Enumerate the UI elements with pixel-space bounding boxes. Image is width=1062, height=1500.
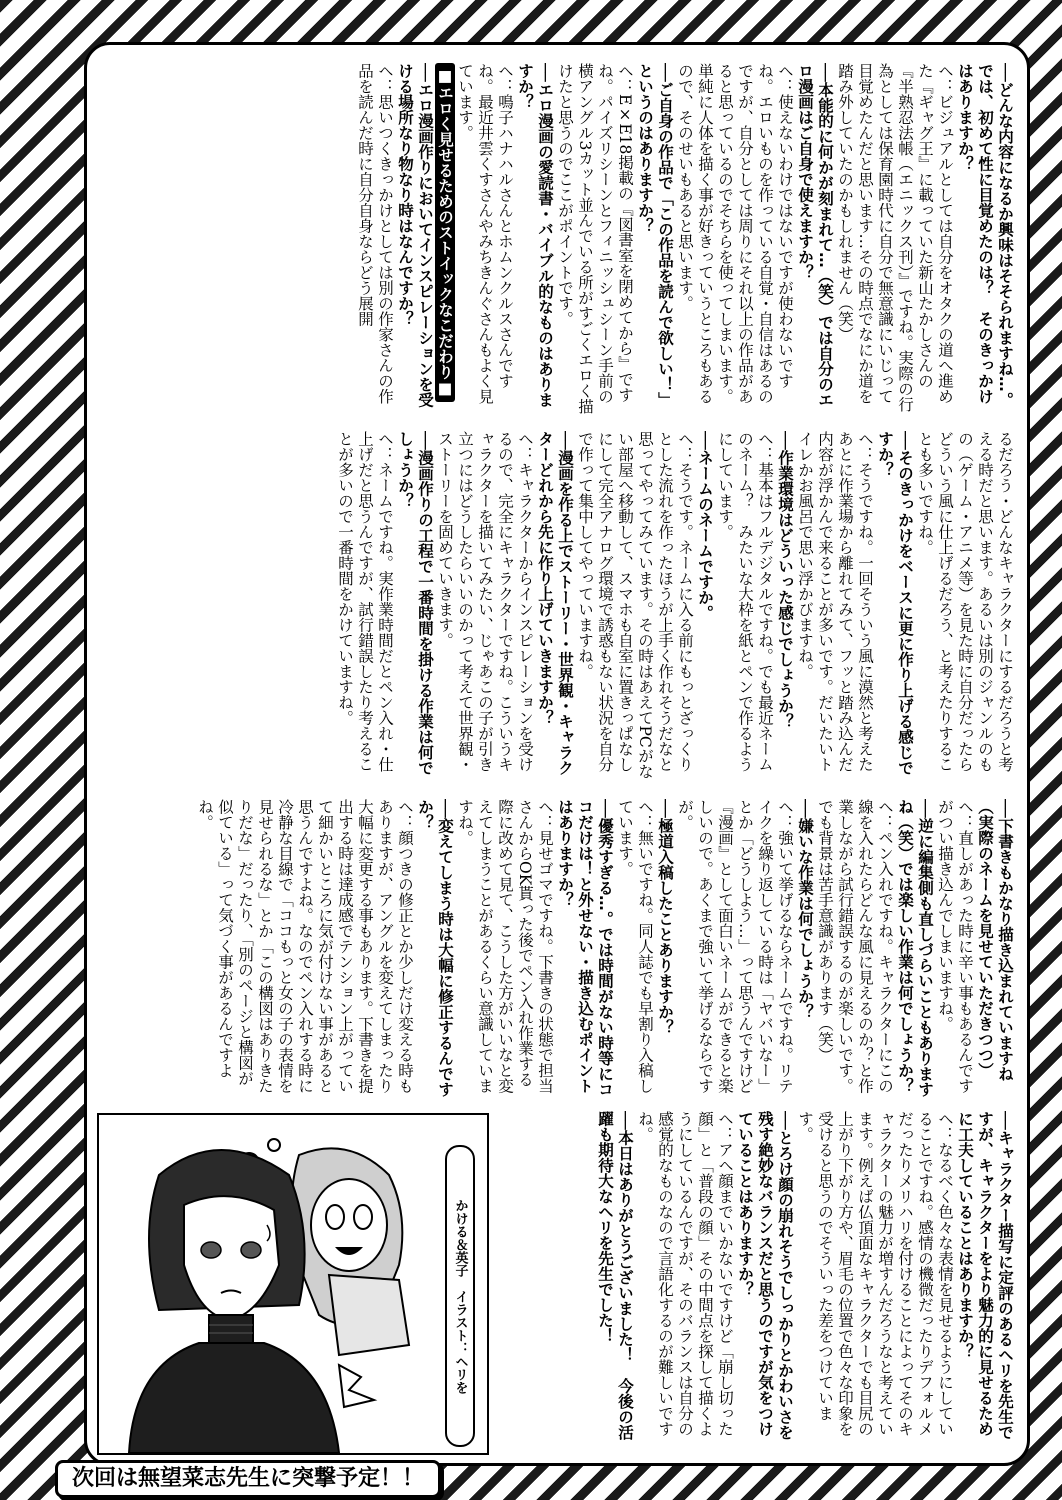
interview-question: ──優秀すぎる…。では時間がない時等にココだけは！と外せない・描き込むポイントはありますか？ <box>556 799 614 1097</box>
interview-answer: ヘ：基本はフルデジタルですね。でも最近ネームのネーム？ みたいな大枠を紙とペンで作るようにしています。 <box>716 431 774 772</box>
interview-question: ──極道入稿したことありますか？ <box>656 799 674 1035</box>
interview-question: ──漫画作りの工程で一番時間を掛ける作業は何でしょうか？ <box>396 431 434 776</box>
illustration <box>97 1113 489 1455</box>
interview-answer: ヘ：そうですね。一回そういう風に漠然と考えたあとに作業場から離れてみて、フッと踏み込んだ内容が浮かんで来ることが多いです。だいたいトイレかお風呂で思い浮かびますね。 <box>796 431 874 772</box>
interview-panel <box>84 42 1030 1466</box>
interview-question: ──ご自身の作品で「この作品を読んで欲しい！」というのはありますか？ <box>636 63 674 408</box>
interview-answer: ヘ：見せゴマですね。下書きの状態で担当さんからOK貰った後でペン入れ作業する際に改めて見て、こうした方がいいなと変えてしまうことがあるくらい意識していますね。 <box>456 799 554 1094</box>
illustration-drawing <box>99 1115 487 1453</box>
interview-question: ──どんな内容になるか興味はそそられますね…。では、初めて性に目覚めたのは？ そのきっかけはありますか？ <box>956 63 1014 408</box>
interview-question: ──変えてしまう時は大幅に修正するんですか？ <box>416 799 454 1097</box>
interview-answer: ヘ：使えないわけではないですが使わないですね。エロいものを作っている自覚・自信はあるのですが、自分としては周りにそれ以上の作品があると思っているのでそちらを使ってしまいます。単純に人体を描く事が好きっていうところもあるので、そのせいもあると思います。 <box>676 63 794 404</box>
interview-question: ──エロ漫画の愛読書・バイブル的なものはありますか？ <box>516 63 554 408</box>
next-issue-banner: 次回は無望菜志先生に突撃予定！！ <box>55 1460 441 1498</box>
interview-question: ──嫌いな作業は何でしょうか？ <box>796 799 814 1020</box>
interview-question: ──本日はありがとうございました！ 今後の活躍も期待大なヘリを先生でした！ <box>596 1111 634 1440</box>
interview-answer: ヘ：キャラクターからインスピレーションを受けるので、完全にキャラクターですね。こういうキャラクターを描いてみたい、じゃあこの子が引き立つにはどうしたらいいのかって考えて世界観・ストーリーを固めていきます。 <box>436 431 534 772</box>
interview-answer: ヘ：思いつくきっかけとしては別の作家さんの作品を読んだ時に自分自身ならどう展開 <box>356 63 394 404</box>
text-band-2 <box>99 431 1015 785</box>
interview-answer: ヘ：鳴子ハナハルさんとホムンクルスさんですね。最近井雲くすさんやみちきんぐさんもよく見ています。 <box>456 63 514 404</box>
interview-answer: ヘ：直しがあった時に辛い事もあるんですがつい描き込んでしまいますね。 <box>936 799 974 1094</box>
interview-question: ──とろけ顔の崩れそうでしっかりとかわいさを残す絶妙なバランスだと思うのですが気をつけていることはありますか？ <box>736 1111 794 1440</box>
interview-answer: るだろう・どんなキャラクターにするだろうと考える時だと思います。あるいは別のジャンルのもの（ゲーム・アニメ等）を見た時に自分だったらどういう風に仕上げるだろう、と考えたりすることも多いですね。 <box>916 431 1014 772</box>
interview-answer: ヘ：無いですね。同人誌でも早割り入稿しています。 <box>616 799 654 1094</box>
section-heading-label: ■エロく見せるためのストイックなこだわり■ <box>435 63 455 402</box>
interview-answer: ヘ：アヘ顔までいかないですけど「崩し切った顔」と「普段の顔」その中間点を探して描くようにしているんですが、そのバランスは自分の感覚的なものなので言語化するのが難しいですね。 <box>636 1111 734 1437</box>
interview-answer: ヘ：なるべく色々な表情を見せるようにしていることですね。感情の機微だったりデフォルメだったりメリハリを付けることによってそのキャラクターの魅力が増すんだろうなと考えています。例えば仏頂面なキャラクターでも目尻の上がり下がり方や、眉毛の位置で色々な印象を受けると思うのでそういった差をつけています。 <box>796 1111 954 1437</box>
interview-answer: ヘ：E×E18掲載の『図書室を閉めてから』ですね。パイズリシーンとフィニッシュシーン手前の横アングル3カット並んでいる所がすごくエロく描けたと思うのでここがポイントです。 <box>556 63 634 414</box>
interview-question: ──漫画を作る上でストーリー・世界観・キャラクターどれから先に作り上げていきますか？ <box>536 431 574 776</box>
interview-answer: ヘ：ビジュアルとしては自分をオタクの道へ進めた『ギャグ王』に載っていた新山たかしさんの『半熟忍法帳（エニックス刊）』ですね。実際の行為としては保育園時代に自分で無意識にいじって目覚めたんだと思います…その時点でなにか道を踏み外していたのかもしれません（笑） <box>836 63 954 412</box>
interview-question: ──エロ漫画作りにおいてインスピレーションを受ける場所なり物なり時はなんですか？ <box>396 63 434 408</box>
text-band-4 <box>495 1111 1015 1451</box>
interview-question: ──作業環境はどういった感じでしょうか？ <box>776 431 794 729</box>
section-heading <box>435 63 455 417</box>
text-band-1 <box>99 63 1015 417</box>
interview-question: ──本能的に何かが刻まれて…（笑）では自分のエロ漫画はご自身で使えますか？ <box>796 63 834 408</box>
interview-answer: ヘ：ネームですね。実作業時間だとペン入れ・仕上げだと思うんですが、試行錯誤したり考えることが多いので一番時間をかけていますね。 <box>336 431 394 772</box>
interview-answer: ヘ：ペン入れですね。キャラクターにこの線を入れたらどんな風に見えるのか？と作業しながら試行錯誤するのが楽しいです。でも背景は苦手意識があります（笑） <box>816 799 894 1094</box>
interview-answer: ヘ：強いて挙げるならネームですね。リテイクを繰り返している時は「ヤバいなー」とか「どうしよう…」って思うんですけど『漫画』として面白いネームができると楽しいので。あくまで強いて挙げるならですが。 <box>676 799 794 1094</box>
interview-answer: ヘ：そうです。ネームに入る前にもっとざっくりとした流れを作ったほうが上手く作れそうだなと思ってやってみています。その時はあえてPCがない部屋へ移動して、スマホも自室に置きっぱなしにして完全アナログ環境で誘惑もない状況を自分で作って集中してやっていますね。 <box>576 431 694 779</box>
illustration-credit: かける＆英子 イラスト：ヘリを <box>445 1145 475 1447</box>
text-band-3 <box>99 799 1015 1099</box>
interview-question: ──キャラクター描写に定評のあるヘリを先生ですが、キャラクターをより魅力的に見せるために工夫していることはありますか？ <box>956 1111 1014 1440</box>
interview-question: ──逆に編集側も直しづらいこともありますね（笑）では楽しい作業は何でしょうか？ <box>896 799 934 1097</box>
interview-question: ──下書きもかなり描き込まれていますね（実際のネームを見せていただきつつ） <box>976 799 1014 1082</box>
interview-question: ──そのきっかけをベースに更に作り上げる感じですか？ <box>876 431 914 776</box>
interview-question: ──ネームのネームですか。 <box>696 431 714 621</box>
interview-answer: ヘ：顔つきの修正とか少しだけ変える時もありますが、アングルを変えてしまったり大幅に変更する事もあります。下書きを提出する時は達成感でテンション上がっていて細かいところに気が付けない事があると思うんですよね。なのでペン入れする時に冷静な目線で「ココもっと女の子の表情を見せられるな」とか「この構図はありきたりだな」だったり、「別のページと構図が似ている」って気づく事があるんですよね。 <box>196 799 414 1094</box>
